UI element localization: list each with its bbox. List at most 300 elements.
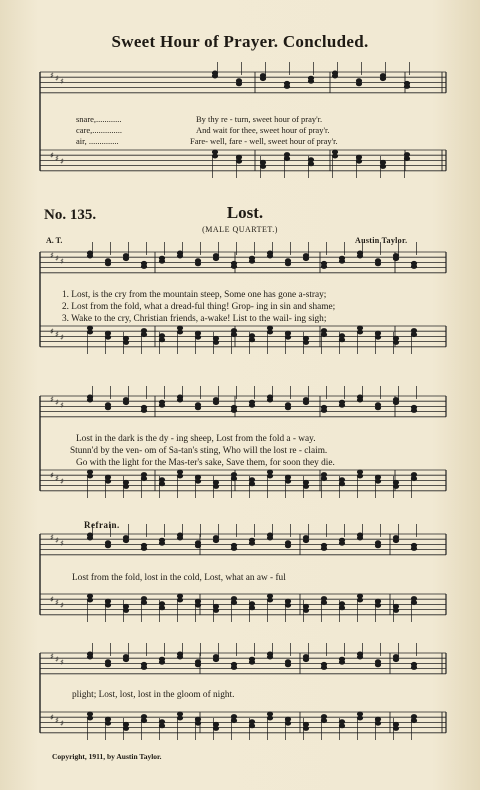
notehead: [357, 655, 362, 659]
notehead: [285, 331, 290, 335]
notehead: [357, 536, 362, 540]
notehead: [393, 604, 398, 608]
notehead: [357, 326, 362, 330]
hymn-subtitle: (MALE QUARTET.): [202, 225, 278, 234]
notehead: [332, 74, 337, 78]
notehead: [87, 326, 92, 330]
sharp-icon: ♯: [55, 598, 59, 607]
notehead: [267, 470, 272, 474]
sharp-icon: ♯: [50, 151, 54, 160]
notehead: [308, 162, 313, 166]
notehead: [141, 473, 146, 477]
notehead: [249, 660, 254, 664]
notehead: [267, 716, 272, 720]
notehead: [105, 603, 110, 607]
notehead: [339, 334, 344, 338]
notehead: [87, 594, 92, 598]
continued-lyric-1: By thy re - turn, sweet hour of pray'r.: [196, 114, 323, 124]
notehead: [231, 264, 236, 268]
notehead: [339, 606, 344, 610]
sharp-icon: ♯: [60, 539, 64, 548]
notehead: [411, 546, 416, 550]
notehead: [332, 150, 337, 154]
notehead: [123, 722, 128, 726]
notehead: [195, 663, 200, 667]
notehead: [105, 262, 110, 266]
sharp-icon: ♯: [60, 658, 64, 667]
notehead: [141, 477, 146, 481]
notehead: [357, 254, 362, 258]
notehead: [123, 336, 128, 340]
notehead: [141, 665, 146, 669]
notehead: [375, 475, 380, 479]
notehead: [321, 719, 326, 723]
notehead: [249, 259, 254, 263]
notehead: [267, 655, 272, 659]
notehead: [249, 478, 254, 482]
notehead: [159, 724, 164, 728]
notehead: [195, 406, 200, 410]
notehead: [213, 722, 218, 726]
notehead: [267, 254, 272, 258]
notehead: [249, 606, 254, 610]
notehead: [380, 77, 385, 81]
notehead: [105, 717, 110, 721]
notehead: [356, 82, 361, 86]
notehead: [123, 539, 128, 543]
notehead: [339, 602, 344, 606]
notehead: [411, 477, 416, 481]
notehead: [159, 660, 164, 664]
notehead: [231, 719, 236, 723]
sharp-icon: ♯: [60, 333, 64, 342]
notehead: [159, 720, 164, 724]
notehead: [321, 408, 326, 412]
notehead: [339, 720, 344, 724]
notehead: [339, 478, 344, 482]
notehead: [123, 604, 128, 608]
notehead: [404, 157, 409, 161]
notehead: [141, 546, 146, 550]
notehead: [213, 336, 218, 340]
sharp-icon: ♯: [60, 157, 64, 166]
continued-lyric-3: Fare- well, fare - well, sweet hour of pray'r.: [190, 136, 338, 146]
notehead: [321, 546, 326, 550]
notehead: [380, 164, 385, 168]
notehead: [213, 484, 218, 488]
sharp-icon: ♯: [60, 257, 64, 266]
notehead: [212, 154, 217, 158]
notehead: [357, 470, 362, 474]
notehead: [321, 601, 326, 605]
notehead: [393, 484, 398, 488]
notehead: [380, 160, 385, 164]
notehead: [177, 594, 182, 598]
notehead: [159, 403, 164, 407]
notehead: [303, 539, 308, 543]
notehead: [393, 336, 398, 340]
notehead: [141, 601, 146, 605]
notehead: [375, 406, 380, 410]
notehead: [236, 159, 241, 163]
notehead: [404, 153, 409, 157]
notehead: [123, 340, 128, 344]
notehead: [267, 536, 272, 540]
sharp-icon: ♯: [50, 595, 54, 604]
notehead: [105, 475, 110, 479]
notehead: [231, 333, 236, 337]
notehead: [159, 259, 164, 263]
sharp-icon: ♯: [50, 251, 54, 260]
sharp-icon: ♯: [50, 395, 54, 404]
notehead: [195, 335, 200, 339]
notehead: [105, 721, 110, 725]
notehead: [375, 603, 380, 607]
notehead: [105, 663, 110, 667]
notehead: [321, 473, 326, 477]
notehead: [123, 484, 128, 488]
notehead: [411, 264, 416, 268]
notehead: [267, 330, 272, 334]
refrain-line-2: plight; Lost, lost, lost in the gloom of night.: [72, 690, 235, 700]
notehead: [105, 331, 110, 335]
notehead: [411, 601, 416, 605]
sharp-icon: ♯: [60, 477, 64, 486]
notehead: [249, 334, 254, 338]
words-by: A. T.: [46, 236, 63, 245]
verse-line-5: Stunn'd by the ven- om of Sa-tan's sting, Who will the lost re - claim.: [70, 446, 328, 456]
notehead: [123, 480, 128, 484]
notehead: [105, 544, 110, 548]
notehead: [177, 398, 182, 402]
notehead: [284, 84, 289, 88]
notehead: [285, 406, 290, 410]
notehead: [375, 262, 380, 266]
notehead: [375, 721, 380, 725]
verse-line-1: 1. Lost, is the cry from the mountain steep, Some one has gone a-stray;: [62, 290, 327, 300]
notehead: [177, 536, 182, 540]
notehead: [357, 474, 362, 478]
sharp-icon: ♯: [55, 716, 59, 725]
music-by: Austin Taylor.: [355, 236, 408, 245]
notehead: [231, 477, 236, 481]
notehead: [177, 474, 182, 478]
notehead: [231, 473, 236, 477]
notehead: [356, 159, 361, 163]
notehead: [87, 474, 92, 478]
notehead: [141, 333, 146, 337]
notehead: [303, 658, 308, 662]
notehead: [357, 712, 362, 716]
notehead: [356, 155, 361, 159]
notehead: [393, 722, 398, 726]
notehead: [303, 340, 308, 344]
notehead: [321, 665, 326, 669]
notehead: [303, 608, 308, 612]
notehead: [213, 340, 218, 344]
notehead: [213, 539, 218, 543]
notehead: [159, 478, 164, 482]
notehead: [87, 716, 92, 720]
notehead: [411, 597, 416, 601]
notehead: [105, 406, 110, 410]
notehead: [303, 604, 308, 608]
notehead: [236, 155, 241, 159]
notehead: [411, 665, 416, 669]
notehead: [303, 336, 308, 340]
notehead: [123, 726, 128, 730]
notehead: [375, 544, 380, 548]
notehead: [249, 541, 254, 545]
notehead: [141, 719, 146, 723]
notehead: [177, 470, 182, 474]
notehead: [267, 594, 272, 598]
notehead: [321, 597, 326, 601]
notehead: [195, 599, 200, 603]
notehead: [177, 655, 182, 659]
notehead: [231, 329, 236, 333]
notehead: [195, 603, 200, 607]
notehead: [285, 599, 290, 603]
notehead: [393, 726, 398, 730]
notehead: [260, 77, 265, 81]
notehead: [375, 717, 380, 721]
notehead: [357, 594, 362, 598]
notehead: [267, 326, 272, 330]
continued-lyric-lead-3: air, ..............: [76, 136, 119, 146]
notehead: [141, 329, 146, 333]
notehead: [105, 479, 110, 483]
notehead: [87, 398, 92, 402]
notehead: [123, 608, 128, 612]
notehead: [236, 82, 241, 86]
notehead: [212, 74, 217, 78]
notehead: [284, 157, 289, 161]
notehead: [357, 716, 362, 720]
notehead: [267, 598, 272, 602]
notehead: [411, 333, 416, 337]
notehead: [87, 330, 92, 334]
sharp-icon: ♯: [50, 71, 54, 80]
notehead: [308, 158, 313, 162]
notehead: [375, 331, 380, 335]
sharp-icon: ♯: [60, 719, 64, 728]
sharp-icon: ♯: [55, 474, 59, 483]
notehead: [249, 338, 254, 342]
notehead: [213, 658, 218, 662]
notehead: [141, 264, 146, 268]
notehead: [357, 330, 362, 334]
notehead: [285, 721, 290, 725]
notehead: [87, 470, 92, 474]
notehead: [339, 259, 344, 263]
notehead: [231, 715, 236, 719]
continued-lyric-2: And wait for thee, sweet hour of pray'r.: [196, 125, 330, 135]
notehead: [375, 663, 380, 667]
notehead: [249, 724, 254, 728]
verse-line-3: 3. Wake to the cry, Christian friends, a-wake! List to the wail- ing sigh;: [62, 314, 327, 324]
notehead: [231, 601, 236, 605]
notehead: [285, 475, 290, 479]
notehead: [303, 722, 308, 726]
hymn-number: No. 135.: [44, 207, 97, 223]
verse-line-2: 2. Lost from the fold, what a dread-ful thing! Grop- ing in sin and shame;: [62, 302, 336, 312]
notehead: [339, 724, 344, 728]
notehead: [393, 340, 398, 344]
notehead: [159, 338, 164, 342]
continued-title: Sweet Hour of Prayer. Concluded.: [111, 32, 369, 51]
sharp-icon: ♯: [55, 254, 59, 263]
notehead: [141, 408, 146, 412]
notehead: [285, 479, 290, 483]
notehead: [357, 598, 362, 602]
notehead: [411, 715, 416, 719]
verse-line-4: Lost in the dark is the dy - ing sheep, Lost from the fold a - way.: [76, 434, 316, 444]
notehead: [213, 257, 218, 261]
notehead: [321, 333, 326, 337]
notehead: [213, 604, 218, 608]
refrain-label: Refrain.: [84, 520, 120, 530]
notehead: [285, 262, 290, 266]
sharp-icon: ♯: [55, 74, 59, 83]
notehead: [249, 720, 254, 724]
sharp-icon: ♯: [55, 655, 59, 664]
sharp-icon: ♯: [60, 401, 64, 410]
notehead: [303, 726, 308, 730]
notehead: [411, 408, 416, 412]
notehead: [339, 403, 344, 407]
copyright: Copyright, 1911, by Austin Taylor.: [52, 752, 162, 761]
notehead: [332, 154, 337, 158]
notehead: [195, 721, 200, 725]
notehead: [177, 598, 182, 602]
notehead: [159, 334, 164, 338]
notehead: [411, 473, 416, 477]
sharp-icon: ♯: [55, 536, 59, 545]
notehead: [404, 84, 409, 88]
notehead: [285, 717, 290, 721]
continued-lyric-lead-2: care,..............: [76, 125, 123, 135]
notehead: [303, 484, 308, 488]
continued-lyric-lead-1: snare,............: [76, 114, 122, 124]
notehead: [87, 598, 92, 602]
notehead: [249, 403, 254, 407]
notehead: [123, 658, 128, 662]
notehead: [105, 599, 110, 603]
notehead: [303, 401, 308, 405]
notehead: [339, 660, 344, 664]
notehead: [177, 326, 182, 330]
notehead: [195, 475, 200, 479]
notehead: [339, 482, 344, 486]
notehead: [267, 712, 272, 716]
notehead: [285, 544, 290, 548]
notehead: [357, 398, 362, 402]
notehead: [123, 257, 128, 261]
notehead: [393, 401, 398, 405]
notehead: [285, 603, 290, 607]
notehead: [177, 330, 182, 334]
notehead: [285, 663, 290, 667]
notehead: [87, 655, 92, 659]
notehead: [177, 716, 182, 720]
notehead: [321, 715, 326, 719]
hymn-title: Lost.: [226, 203, 264, 222]
notehead: [231, 665, 236, 669]
notehead: [87, 712, 92, 716]
notehead: [195, 262, 200, 266]
notehead: [375, 335, 380, 339]
notehead: [284, 153, 289, 157]
notehead: [195, 717, 200, 721]
notehead: [105, 335, 110, 339]
notehead: [393, 608, 398, 612]
sharp-icon: ♯: [55, 154, 59, 163]
notehead: [195, 331, 200, 335]
notehead: [177, 712, 182, 716]
notehead: [339, 541, 344, 545]
notehead: [393, 257, 398, 261]
notehead: [159, 606, 164, 610]
sharp-icon: ♯: [50, 713, 54, 722]
notehead: [141, 597, 146, 601]
notehead: [213, 608, 218, 612]
notehead: [249, 602, 254, 606]
notehead: [285, 335, 290, 339]
notehead: [267, 474, 272, 478]
notehead: [123, 401, 128, 405]
notehead: [393, 480, 398, 484]
sharp-icon: ♯: [50, 533, 54, 542]
notehead: [195, 544, 200, 548]
notehead: [195, 479, 200, 483]
notehead: [321, 264, 326, 268]
notehead: [393, 539, 398, 543]
sharp-icon: ♯: [50, 327, 54, 336]
notehead: [321, 329, 326, 333]
notehead: [213, 480, 218, 484]
notehead: [231, 546, 236, 550]
notehead: [87, 536, 92, 540]
notehead: [231, 408, 236, 412]
notehead: [177, 254, 182, 258]
verse-line-6: Go with the light for the Mas-ter's sake, Save them, for soon they die.: [76, 458, 335, 468]
notehead: [213, 726, 218, 730]
notehead: [159, 482, 164, 486]
notehead: [267, 398, 272, 402]
notehead: [339, 338, 344, 342]
notehead: [231, 597, 236, 601]
sharp-icon: ♯: [50, 471, 54, 480]
notehead: [141, 715, 146, 719]
notehead: [375, 479, 380, 483]
notehead: [249, 482, 254, 486]
sharp-icon: ♯: [60, 77, 64, 86]
notehead: [303, 257, 308, 261]
notehead: [260, 164, 265, 168]
notehead: [87, 254, 92, 258]
notehead: [411, 719, 416, 723]
sharp-icon: ♯: [55, 330, 59, 339]
notehead: [321, 477, 326, 481]
notehead: [393, 658, 398, 662]
sharp-icon: ♯: [60, 601, 64, 610]
sharp-icon: ♯: [55, 398, 59, 407]
notehead: [213, 401, 218, 405]
sharp-icon: ♯: [50, 652, 54, 661]
notehead: [303, 480, 308, 484]
notehead: [212, 150, 217, 154]
